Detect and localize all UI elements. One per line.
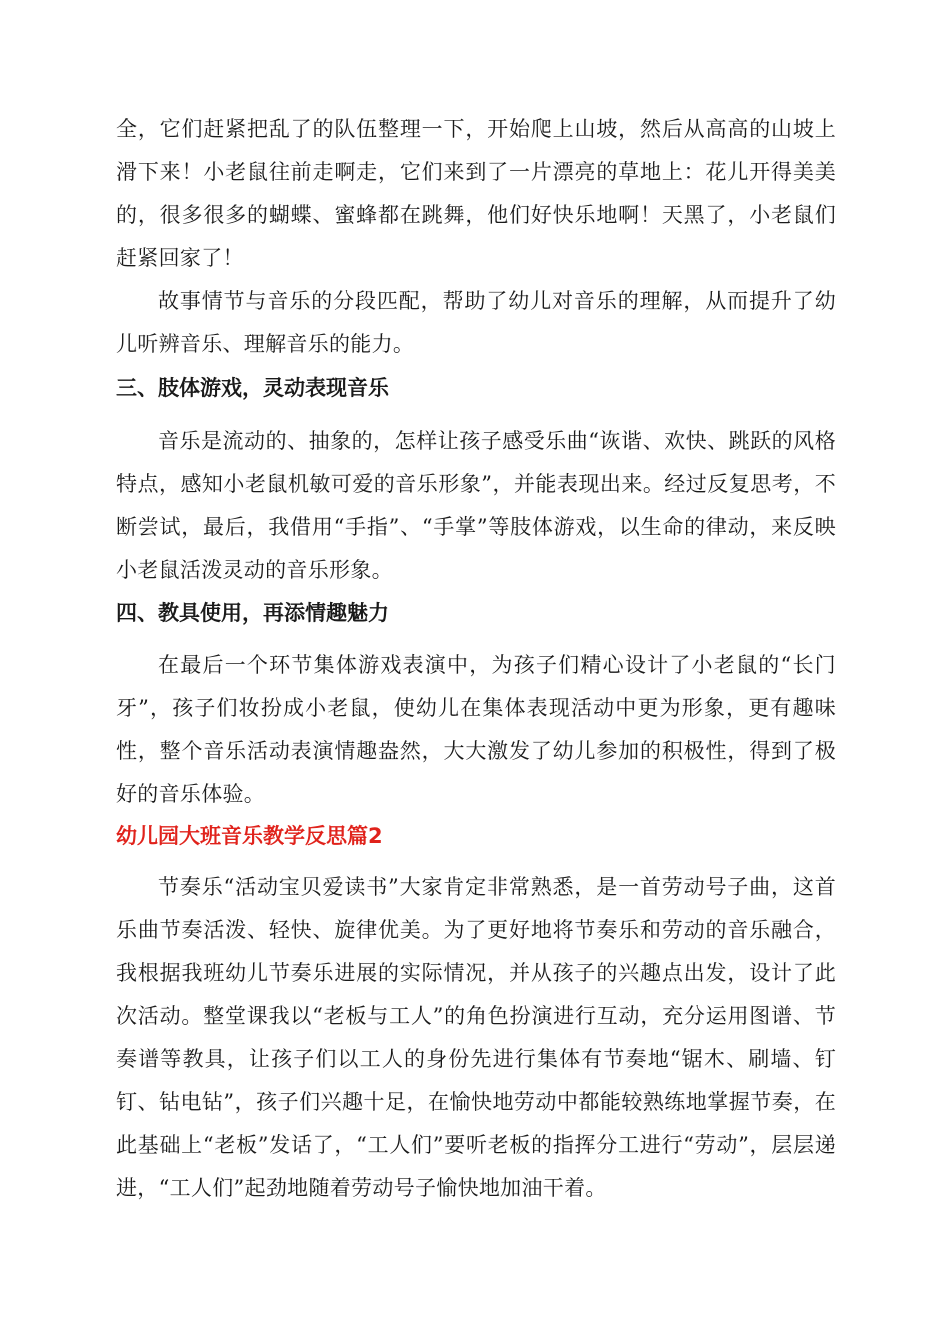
section-heading-4: 四、教具使用，再添情趣魅力 (116, 601, 389, 625)
article-2-paragraph: 节奏乐“活动宝贝爱读书”大家肯定非常熟悉，是一首劳动号子曲，这首乐曲节奏活泼、轻快、旋律优美。为了更好地将节奏乐和劳动的音乐融合，我根据我班幼儿节奏乐进展的实际情况，并从孩子的兴趣点出发，设计了此次活动。整堂课我以“老板与工人”的角色扮演进行互动，充分运用图谱、节奏谱等教具，让孩子们以工人的身份先进行集体有节奏地“锯木、刷墙、钉钉、钻电钻”，孩子们兴趣十足，在愉快地劳动中都能较熟练地掌握节奏，在此基础上“老板”发话了，“工人们”要听老板的指挥分工进行“劳动”，层层递进，“工人们”起劲地随着劳动号子愉快地加油干着。 (116, 875, 836, 1200)
story-paragraph: 全，它们赶紧把乱了的队伍整理一下，开始爬上山坡，然后从高高的山坡上滑下来！小老鼠往前走啊走，它们来到了一片漂亮的草地上：花儿开得美美的，很多很多的蝴蝶、蜜蜂都在跳舞，他们好快乐地啊！天黑了，小老鼠们赶紧回家了！ (116, 117, 836, 270)
article-title-2: 幼儿园大班音乐教学反思篇2 (116, 824, 383, 848)
section-3-paragraph: 音乐是流动的、抽象的，怎样让孩子感受乐曲“诙谐、欢快、跳跃的风格特点，感知小老鼠机敏可爱的音乐形象”，并能表现出来。经过反复思考，不断尝试，最后，我借用“手指”、“手掌”等肢体游戏，以生命的律动，来反映小老鼠活泼灵动的音乐形象。 (116, 429, 836, 582)
section-heading-3: 三、肢体游戏，灵动表现音乐 (116, 376, 389, 400)
summary-paragraph: 故事情节与音乐的分段匹配，帮助了幼儿对音乐的理解，从而提升了幼儿听辨音乐、理解音乐的能力。 (116, 289, 836, 356)
section-4-paragraph: 在最后一个环节集体游戏表演中，为孩子们精心设计了小老鼠的“长门牙”，孩子们妆扮成小老鼠，使幼儿在集体表现活动中更为形象，更有趣味性，整个音乐活动表演情趣盎然，大大激发了幼儿参加的积极性，得到了极好的音乐体验。 (116, 653, 836, 806)
